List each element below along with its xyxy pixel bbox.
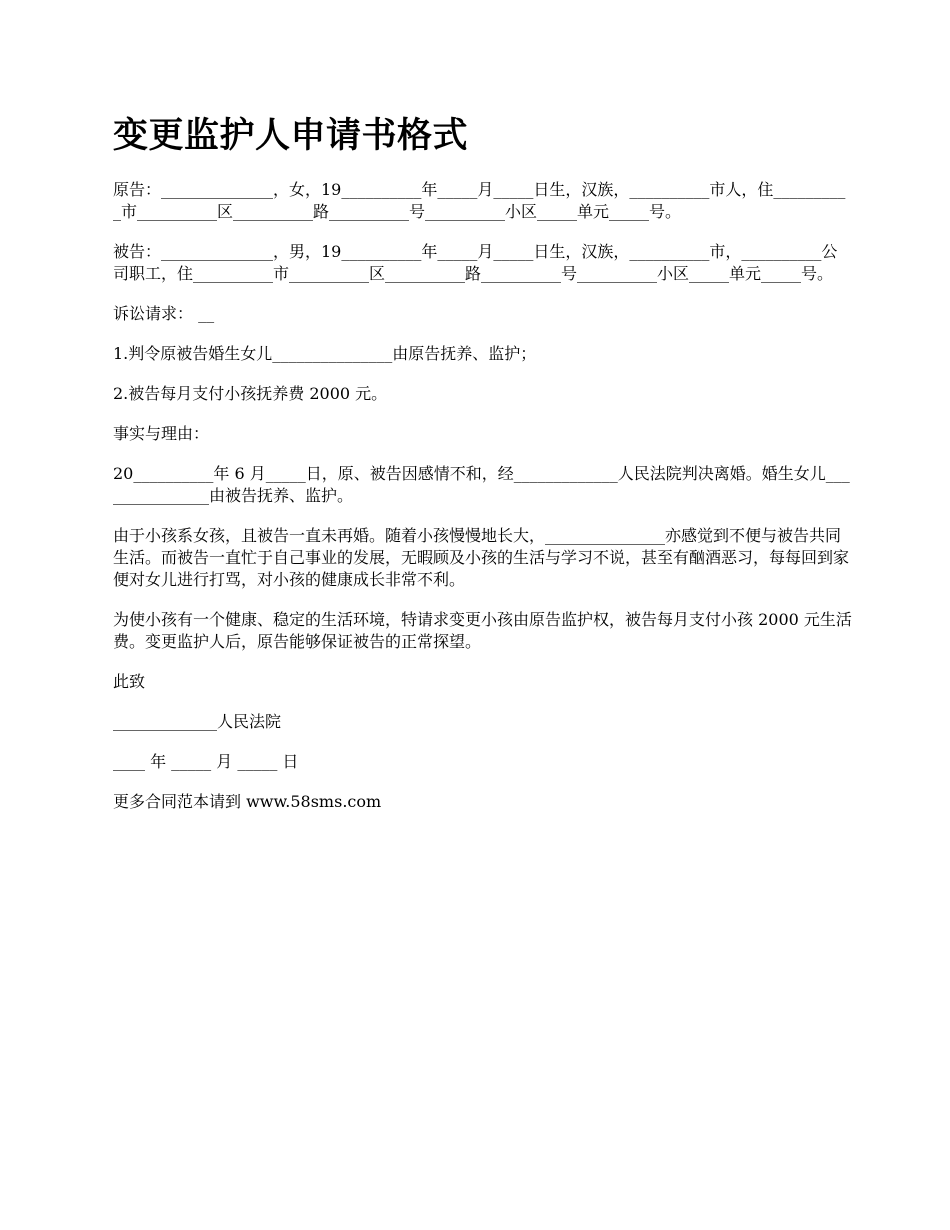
salutation: 此致 (113, 672, 146, 691)
facts-heading: 事实与理由： (113, 424, 210, 443)
claim-item-2: 2.被告每月支付小孩抚养费 2000 元。 (113, 384, 388, 403)
plaintiff-info: 原告：______________，女，19__________年_____月_____日生，汉族，__________市人，住__________市__________区__________路__________号__________小区_____单元_____号。 (113, 180, 846, 221)
court-addressee: _____________人民法院 (113, 712, 282, 731)
date-line: ____ 年 _____ 月 _____ 日 (113, 752, 299, 771)
claims-heading: 诉讼请求： __ (113, 304, 215, 323)
document-page (113, 112, 853, 831)
defendant-info: 被告：______________，男，19__________年_____月_____日生，汉族，__________市，__________公司职工，住__________市__________区__________路__________号__________小区_____单元_____号。 (113, 242, 838, 283)
footer-link-text: 更多合同范本请到 www.58sms.com (113, 792, 382, 811)
facts-paragraph-3: 为使小孩有一个健康、稳定的生活环境，特请求变更小孩由原告监护权，被告每月支付小孩 2000 元生活费。变更监护人后，原告能够保证被告的正常探望。 (113, 610, 852, 651)
facts-paragraph-1: 20__________年 6 月_____日，原、被告因感情不和，经_____________人民法院判决离婚。婚生女儿_______________由被告抚养、监护。 (113, 464, 850, 505)
claim-item-1: 1.判令原被告婚生女儿_______________由原告抚养、监护； (113, 344, 537, 363)
document-title: 变更监护人申请书格式 (113, 116, 469, 156)
facts-paragraph-2: 由于小孩系女孩，且被告一直未再婚。随着小孩慢慢地长大，_______________亦感觉到不便与被告共同生活。而被告一直忙于自己事业的发展，无暇顾及小孩的生活与学习不说，甚至有酗酒恶习，每每回到家便对女儿进行打骂，对小孩的健康成长非常不利。 (113, 526, 850, 589)
